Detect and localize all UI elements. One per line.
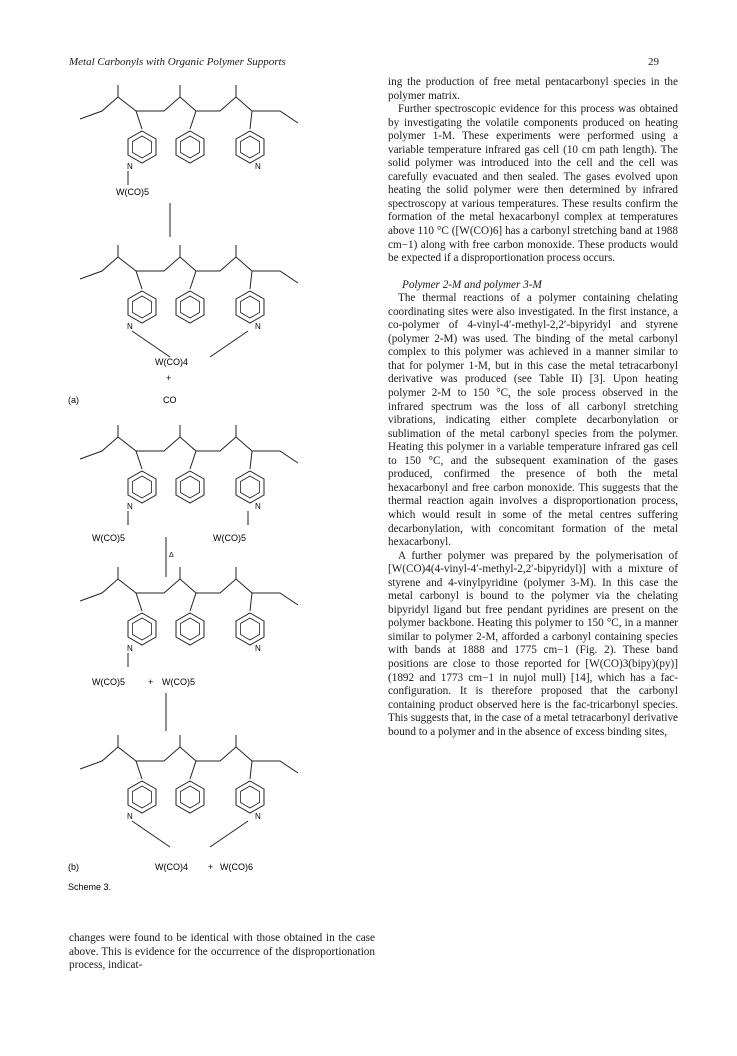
left-column xyxy=(69,932,375,973)
label-plus-3: + xyxy=(208,862,214,872)
label-panel-b: (b) xyxy=(68,862,79,872)
nitrogen-label: N xyxy=(127,322,133,331)
nitrogen-label: N xyxy=(255,502,261,511)
nitrogen-label: N xyxy=(255,644,261,653)
right-column xyxy=(388,76,678,739)
polymer-structure-5 xyxy=(80,735,298,847)
scheme-3-figure xyxy=(60,75,380,925)
polymer-structure-2 xyxy=(80,245,298,357)
label-wco6: W(CO)6 xyxy=(220,862,253,872)
nitrogen-label: N xyxy=(127,644,133,653)
nitrogen-label: N xyxy=(255,162,261,171)
label-wco5-3b: W(CO)5 xyxy=(162,677,195,687)
paragraph: A further polymer was prepared by the polymerisation of [W(CO)4(4-vinyl-4′-methyl-2,2′-bipyridyl)] with a mixture of styrene and 4-vinylpyridine (polymer 3-M). In this case the metal carbonyl is bound to the polymer via the chelating bipyridyl ligand but free pendant pyridines are present on the polymer backbone. Heating this polymer to 150 °C, in a manner similar to polymer 2-M, afforded a carbonyl containing species with bands at 1888 and 1775 cm−1 (Fig. 2). These band positions are close to those reported for [W(CO)3(bipy)(py)] (1892 and 1773 cm−1 in nujol mull) [14], which has a fac-configuration. It is therefore proposed that the carbonyl containing product observed here is the fac-tricarbonyl species. This suggests that, in the case of a metal tetracarbonyl derivative bound to a polymer and in the absence of excess binding sites, xyxy=(388,549,678,738)
nitrogen-label: N xyxy=(255,812,261,821)
label-wco5-2b: W(CO)5 xyxy=(213,533,246,543)
polymer-structure-3 xyxy=(80,425,298,525)
scheme-caption: Scheme 3. xyxy=(68,882,112,892)
nitrogen-label: N xyxy=(127,162,133,171)
label-wco5-3a: W(CO)5 xyxy=(92,677,125,687)
label-plus-1: + xyxy=(166,373,172,383)
nitrogen-label: N xyxy=(127,502,133,511)
label-plus-2: + xyxy=(148,677,154,687)
label-co: CO xyxy=(163,395,177,405)
polymer-structure-1 xyxy=(80,85,298,185)
paragraph: Further spectroscopic evidence for this process was obtained by investigating the volatile components produced on heating polymer 1-M. These experiments were performed using a variable temperature infrared gas cell (10 cm path length). The solid polymer was introduced into the cell and the cell was carefully evacuated and then sealed. The gases evolved upon heating the solid polymer were then determined by infrared spectroscopy at various temperatures. These results confirm the formation of the metal hexacarbonyl complex at temperatures above 110 °C ([W(CO)6] has a carbonyl stretching band at 1988 cm−1) along with free carbon monoxide. These products would be expected if a disproportionation process occurs. xyxy=(388,103,678,265)
label-wco5-2a: W(CO)5 xyxy=(92,533,125,543)
paragraph: The thermal reactions of a polymer containing chelating coordinating sites were also investigated. In the first instance, a co-polymer of 4-vinyl-4′-methyl-2,2′-bipyridyl and styrene (polymer 2-M) was used. The binding of the metal carbonyl complex to this polymer was achieved in a manner similar to that for polymer 1-M, but in this case the metal tetracarbonyl derivative was produced (see Table II) [3]. Upon heating polymer 2-M to 150 °C, the sole process observed in the infrared spectrum was the loss of all carbonyl stretching vibrations, indicating either complete decarbonylation or sublimation of the metal carbonyl species from the polymer. Heating this polymer in a variable temperature infrared gas cell to 150 °C, and the subsequent examination of the gases produced, confirmed the presence of both the metal hexacarbonyl and free carbon monoxide. This suggests that the thermal reaction again involves a disproportionation process, which would result in some of the metal centres suffering decarbonylation, with concomitant formation of the metal hexacarbonyl. xyxy=(388,292,678,549)
label-wco4-1: W(CO)4 xyxy=(155,357,188,367)
label-panel-a: (a) xyxy=(68,395,79,405)
label-delta: Δ xyxy=(169,552,174,559)
paragraph: changes were found to be identical with those obtained in the case above. This is evidence for the occurrence of the disproportionation process, indicat- xyxy=(69,932,375,972)
label-wco5-1: W(CO)5 xyxy=(116,187,149,197)
nitrogen-label: N xyxy=(127,812,133,821)
polymer-structure-4 xyxy=(80,567,298,667)
running-title: Metal Carbonyls with Organic Polymer Supports xyxy=(69,56,286,68)
paragraph: ing the production of free metal pentacarbonyl species in the polymer matrix. xyxy=(388,76,678,102)
section-heading: Polymer 2-M and polymer 3-M xyxy=(402,278,542,291)
label-wco4-2: W(CO)4 xyxy=(155,862,188,872)
page-number: 29 xyxy=(648,56,659,68)
nitrogen-label: N xyxy=(255,322,261,331)
